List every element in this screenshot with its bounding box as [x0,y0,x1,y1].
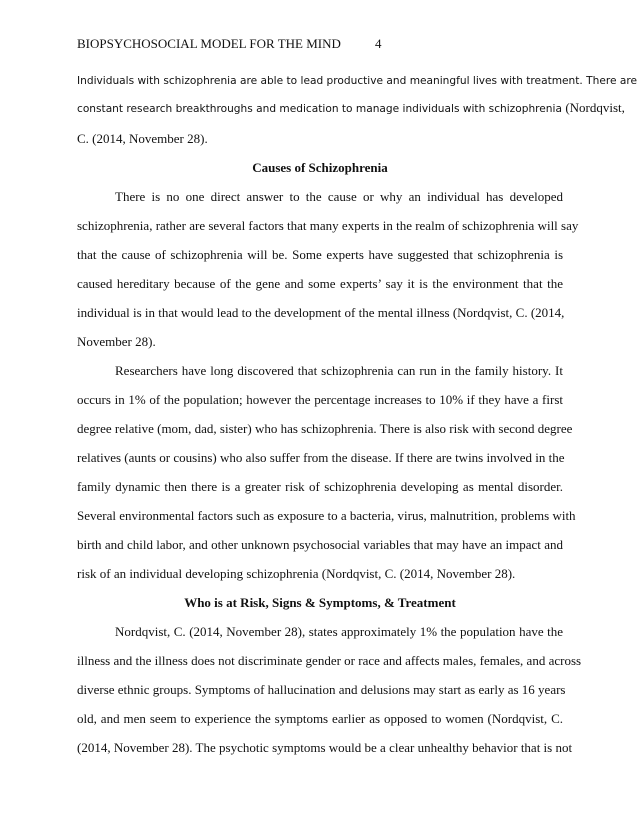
causes-p1-line-5: individual is in that would lead to the development of the mental illness (Nordqvist, C. (2014, [77,305,565,320]
risk-p1-line-5: (2014, November 28). The psychotic symptoms would be a clear unhealthy behavior that is not [77,740,573,755]
intro-line-2-text: constant research breakthroughs and medication to manage individuals with schizophrenia [77,103,566,115]
intro-line-1: Individuals with schizophrenia are able to lead productive and meaningful lives with treatment. There are [77,75,637,87]
section-heading-causes: Causes of Schizophrenia [252,160,388,175]
causes-p1-line-3: that the cause of schizophrenia will be. Some experts have suggested that schizophrenia is [77,247,563,262]
causes-p2-line-1: Researchers have long discovered that schizophrenia can run in the family history. It [115,363,563,378]
section-heading-risk: Who is at Risk, Signs & Symptoms, & Treatment [184,595,456,610]
intro-line-3: C. (2014, November 28). [77,131,208,146]
causes-p1-line-4: caused hereditary because of the gene and some experts’ say it is the environment that the [77,276,563,291]
intro-line-2-citation: (Nordqvist, [565,100,625,115]
causes-p1-line-6: November 28). [77,334,156,349]
intro-line-2 [77,100,625,117]
risk-p1-line-2: illness and the illness does not discriminate gender or race and affects males, females, and across [77,653,582,668]
causes-p2-line-5: family dynamic then there is a greater risk of schizophrenia developing as mental disorder. [77,479,563,494]
page-number: 4 [375,36,382,51]
running-header [77,36,382,52]
causes-p2-line-7: birth and child labor, and other unknown psychosocial variables that may have an impact and [77,537,563,552]
causes-p2-line-8: risk of an individual developing schizophrenia (Nordqvist, C. (2014, November 28). [77,566,516,581]
risk-p1-line-4: old, and men seem to experience the symptoms earlier as opposed to women (Nordqvist, C. [77,711,563,726]
risk-p1-line-3: diverse ethnic groups. Symptoms of hallucination and delusions may start as early as 16 years [77,682,566,697]
causes-p2-line-3: degree relative (mom, dad, sister) who has schizophrenia. There is also risk with second degree [77,421,573,436]
causes-p2-line-6: Several environmental factors such as exposure to a bacteria, virus, malnutrition, problems with [77,508,576,523]
causes-p1-line-1: There is no one direct answer to the cause or why an individual has developed [115,189,563,204]
causes-p1-line-2: schizophrenia, rather are several factors that many experts in the realm of schizophrenia will say [77,218,579,233]
causes-p2-line-4: relatives (aunts or cousins) who also suffer from the disease. If there are twins involved in the [77,450,565,465]
causes-p2-line-2: occurs in 1% of the population; however the percentage increases to 10% if they have a first [77,392,563,407]
risk-p1-line-1: Nordqvist, C. (2014, November 28), states approximately 1% the population have the [115,624,563,639]
running-head-title: BIOPSYCHOSOCIAL MODEL FOR THE MIND [77,36,341,51]
